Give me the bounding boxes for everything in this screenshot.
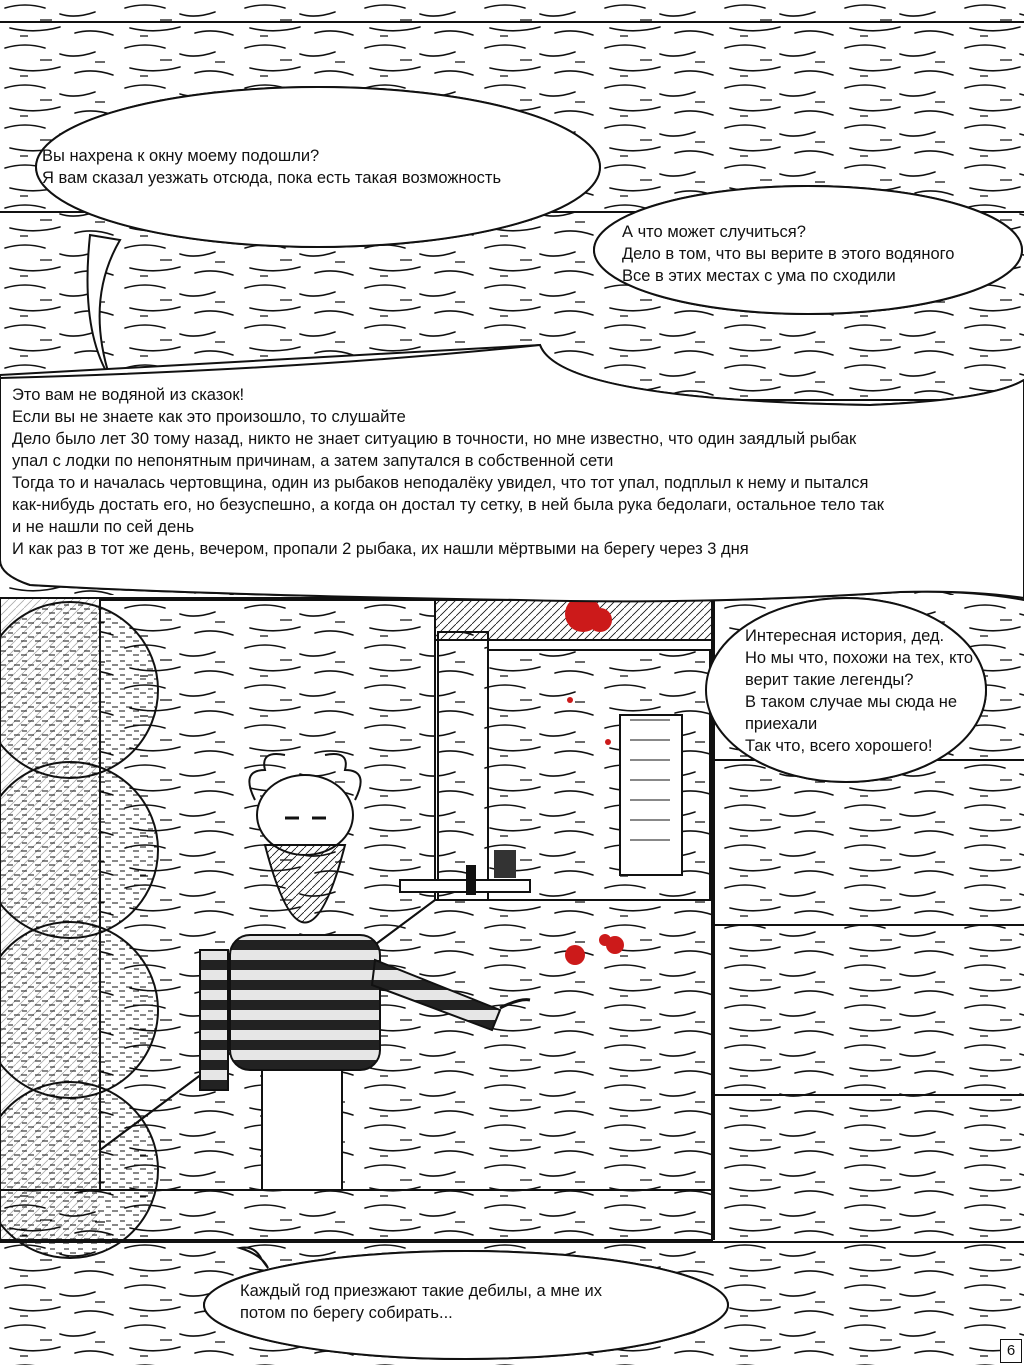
- bubble-line: верит такие легенды?: [745, 671, 914, 689]
- bubble-line: Каждый год приезжают такие дебилы, а мне их: [240, 1282, 603, 1300]
- bubble-interesting: [745, 625, 973, 757]
- page-number: 6: [1000, 1339, 1022, 1363]
- bubble-line: Это вам не водяной из сказок!: [12, 386, 245, 404]
- bubble-line: И как раз в тот же день, вечером, пропали 2 рыбака, их нашли мёртвыми на берегу через 3 дня: [12, 540, 749, 558]
- bubble-line: Тогда то и началась чертовщина, один из рыбаков неподалёку увидел, что тот упал, подплыл к нему и пытался: [12, 474, 869, 492]
- scene-panel: [0, 596, 712, 1258]
- bubble-every-year: [240, 1280, 602, 1324]
- bubble-line: А что может случиться?: [622, 223, 806, 241]
- bubble-line: Если вы не знаете как это произошло, то слушайте: [12, 408, 406, 426]
- bubble-line: приехали: [745, 715, 818, 733]
- bubble-line: упал с лодки по непонятным причинам, а затем запутался в собственной сети: [12, 452, 614, 470]
- bubble-line: Дело в том, что вы верите в этого водяного: [622, 245, 955, 263]
- bubble-line: Я вам сказал уезжать отсюда, пока есть такая возможность: [42, 169, 502, 187]
- bubble-line: Дело было лет 30 тому назад, никто не знает ситуацию в точности, но мне известно, что один заядлый рыбак: [12, 430, 857, 448]
- bubble-line: и не нашли по сей день: [12, 518, 195, 536]
- bubble-line: В таком случае мы сюда не: [745, 693, 958, 711]
- bubble-line: как-нибудь достать его, но безуспешно, а когда он достал ту сетку, в ней была рука бедолаги, остальное тело так: [12, 496, 884, 514]
- bubble-what-can-happen: [622, 221, 954, 287]
- bubble-line: Все в этих местах с ума по сходили: [622, 267, 896, 285]
- bubble-line: Но мы что, похожи на тех, кто: [745, 649, 974, 667]
- bubble-line: Так что, всего хорошего!: [745, 737, 933, 755]
- bubble-line: потом по берегу собирать...: [240, 1304, 453, 1322]
- bubble-window: [42, 145, 501, 189]
- bubble-story: [12, 384, 884, 560]
- bubble-line: Интересная история, дед.: [745, 627, 945, 645]
- bubble-line: Вы нахрена к окну моему подошли?: [42, 147, 320, 165]
